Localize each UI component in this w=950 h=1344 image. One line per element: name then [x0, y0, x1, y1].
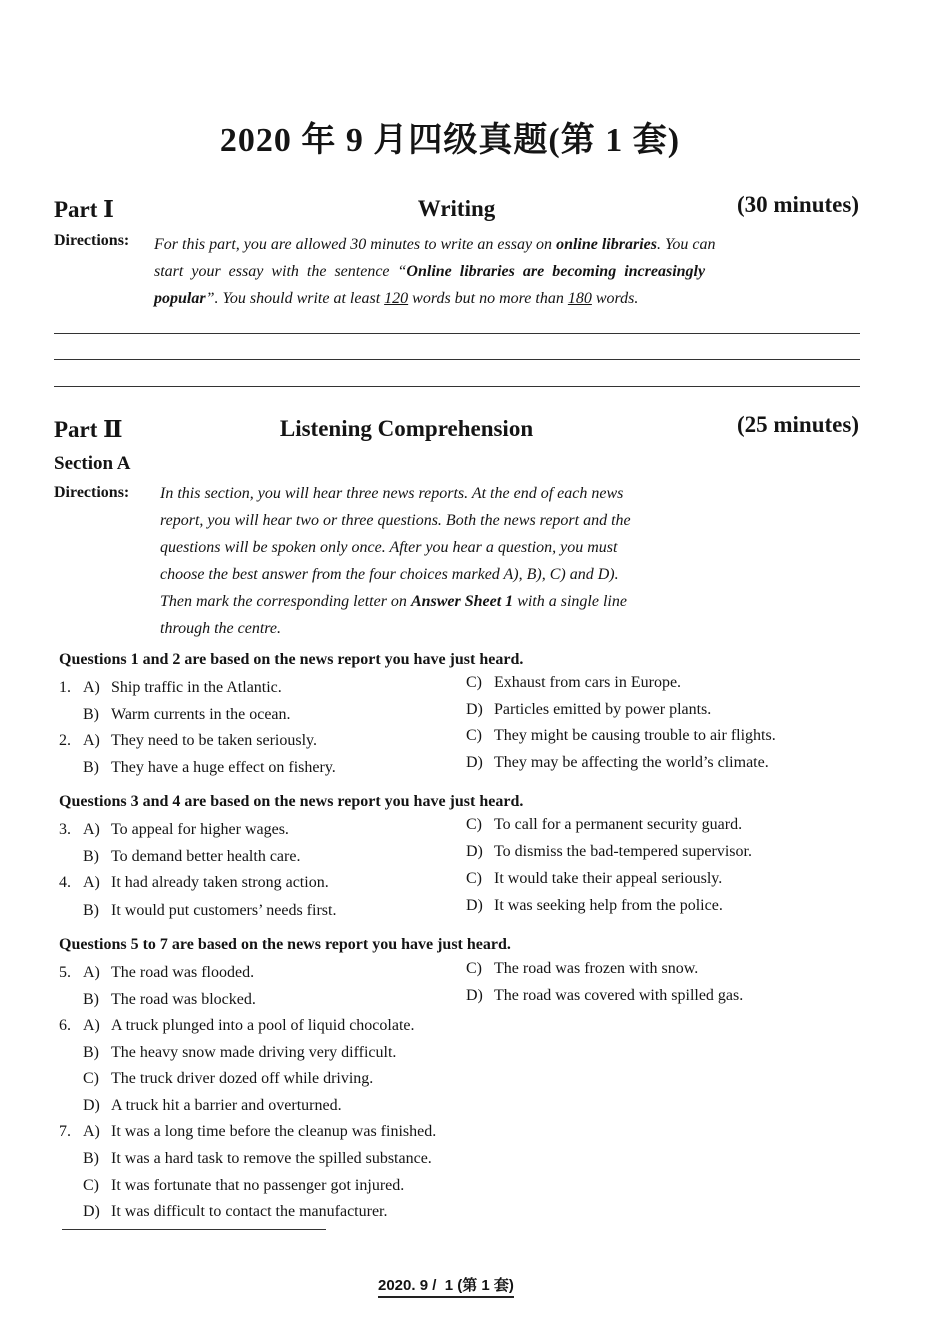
question-5-option-a[interactable]: 5. A) The road was flooded.	[59, 964, 255, 981]
question-5-option-d[interactable]: D) The road was covered with spilled gas.	[466, 987, 744, 1004]
question-3-option-b[interactable]: B) To demand better health care.	[83, 848, 301, 865]
part2-label: Part Ⅱ	[54, 417, 123, 442]
question-1-option-b[interactable]: B) Warm currents in the ocean.	[83, 706, 291, 723]
question-1-option-a[interactable]: 1. A) Ship traffic in the Atlantic.	[59, 679, 282, 696]
directions-line: For this part, you are allowed 30 minutes to write an essay on online libraries. You can	[154, 236, 716, 253]
part1-time: (30 minutes)	[736, 192, 859, 217]
part1-directions-label: Directions:	[54, 232, 130, 249]
part2-name: Listening Comprehension	[279, 416, 534, 441]
question-2-option-b[interactable]: B) They have a huge effect on fishery.	[83, 759, 336, 776]
part2-time: (25 minutes)	[736, 412, 859, 437]
directions-line: start your essay with the sentence “Online libraries are becoming increasingly	[154, 263, 706, 280]
part1-label: Part Ⅰ	[54, 197, 114, 222]
question-group-header: Questions 1 and 2 are based on the news report you have just heard.	[59, 651, 524, 668]
question-group-header: Questions 3 and 4 are based on the news report you have just heard.	[59, 793, 524, 810]
question-7-option-d[interactable]: D) It was difficult to contact the manufacturer.	[83, 1203, 388, 1220]
part1-name: Writing	[417, 196, 496, 221]
question-6-option-d[interactable]: D) A truck hit a barrier and overturned.	[83, 1097, 342, 1114]
question-7-option-b[interactable]: B) It was a hard task to remove the spilled substance.	[83, 1150, 432, 1167]
directions-line: In this section, you will hear three news reports. At the end of each news	[160, 485, 624, 502]
question-2-option-a[interactable]: 2. A) They need to be taken seriously.	[59, 732, 318, 749]
question-1-option-c[interactable]: C) Exhaust from cars in Europe.	[466, 674, 682, 691]
part2-header	[54, 412, 859, 448]
directions-line: choose the best answer from the four choices marked A), B), C) and D).	[160, 566, 619, 583]
question-6-option-b[interactable]: B) The heavy snow made driving very difficult.	[83, 1044, 397, 1061]
part1-directions	[154, 231, 859, 312]
question-3-option-a[interactable]: 3. A) To appeal for higher wages.	[59, 821, 289, 838]
question-4-option-a[interactable]: 4. A) It had already taken strong action.	[59, 874, 329, 891]
page-footer: 2020. 9 / 1 (第 1 套)	[378, 1274, 514, 1298]
question-4-option-c[interactable]: C) It would take their appeal seriously.	[466, 870, 723, 887]
answer-line[interactable]	[54, 333, 860, 334]
question-7-option-a[interactable]: 7. A) It was a long time before the cleanup was finished.	[59, 1123, 437, 1140]
directions-line: report, you will hear two or three questions. Both the news report and the	[160, 512, 631, 529]
part2-directions	[160, 480, 760, 642]
page-title: 2020 年 9 月四级真题(第 1 套)	[219, 122, 681, 159]
question-3-option-c[interactable]: C) To call for a permanent security guard.	[466, 816, 743, 833]
question-2-option-c[interactable]: C) They might be causing trouble to air flights.	[466, 727, 776, 744]
question-3-option-d[interactable]: D) To dismiss the bad-tempered supervisor.	[466, 843, 752, 860]
question-5-option-c[interactable]: C) The road was frozen with snow.	[466, 960, 699, 977]
section-a-label: Section A	[54, 453, 131, 474]
question-1-option-d[interactable]: D) Particles emitted by power plants.	[466, 701, 712, 718]
directions-line: Then mark the corresponding letter on Answer Sheet 1 with a single line	[160, 593, 627, 610]
question-group-header: Questions 5 to 7 are based on the news report you have just heard.	[59, 936, 511, 953]
section-divider	[62, 1229, 326, 1230]
part2-directions-label: Directions:	[54, 484, 130, 501]
question-6-option-a[interactable]: 6. A) A truck plunged into a pool of liquid chocolate.	[59, 1017, 415, 1034]
directions-line: questions will be spoken only once. After you hear a question, you must	[160, 539, 618, 556]
question-2-option-d[interactable]: D) They may be affecting the world’s climate.	[466, 754, 769, 771]
question-7-option-c[interactable]: C) It was fortunate that no passenger got injured.	[83, 1177, 405, 1194]
part1-header	[54, 192, 859, 228]
directions-line: through the centre.	[160, 620, 282, 637]
question-4-option-b[interactable]: B) It would put customers’ needs first.	[83, 902, 337, 919]
question-6-option-c[interactable]: C) The truck driver dozed off while driving.	[83, 1070, 374, 1087]
directions-line: popular”. You should write at least 120 words but no more than 180 words.	[154, 290, 639, 307]
answer-line[interactable]	[54, 359, 860, 360]
answer-line[interactable]	[54, 386, 860, 387]
question-4-option-d[interactable]: D) It was seeking help from the police.	[466, 897, 723, 914]
question-5-option-b[interactable]: B) The road was blocked.	[83, 991, 256, 1008]
